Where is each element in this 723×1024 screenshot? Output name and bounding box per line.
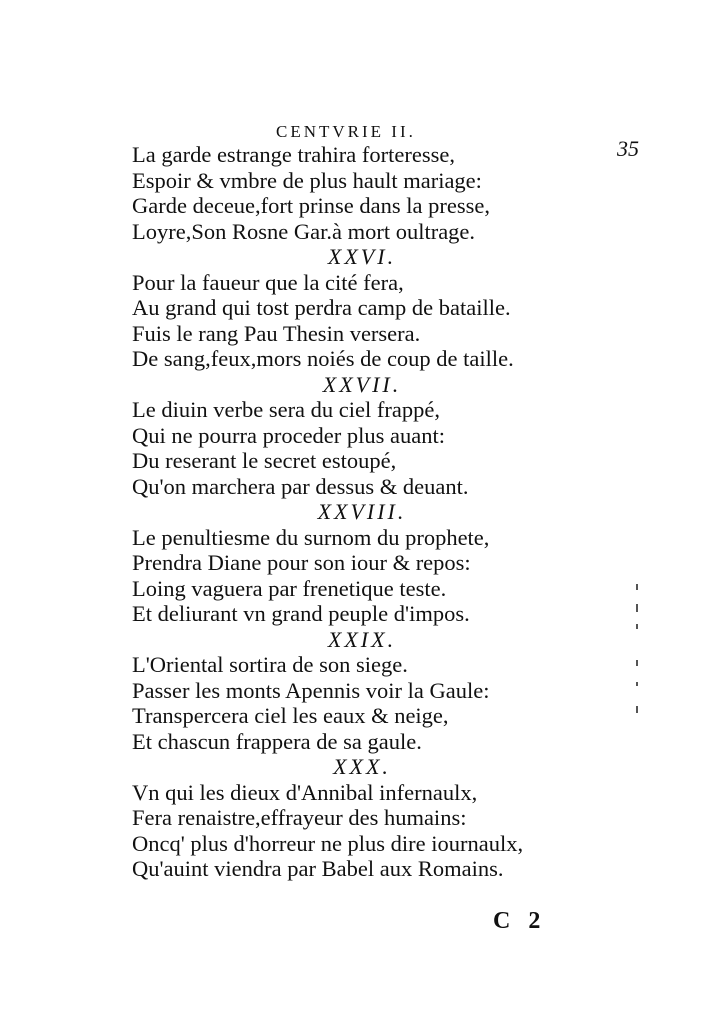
verse-line: Du reserant le secret estoupé,	[132, 448, 397, 473]
verse-line: Passer les monts Apennis voir la Gaule:	[132, 677, 490, 703]
margin-speck	[636, 624, 638, 629]
verse-line: Vn qui les dieux d'Annibal infernaulx,	[132, 779, 478, 805]
verse-line: Fera renaistre,effrayeur des humains:	[132, 805, 467, 830]
verse-line: Qui ne pourra proceder plus auant:	[132, 422, 446, 448]
quatrain-numeral: XXX.	[333, 754, 391, 779]
verse-line: Espoir & vmbre de plus hault mariage:	[132, 167, 482, 193]
running-head: CENTVRIE II.	[276, 122, 416, 141]
verse-line: Loing vaguera par frenetique teste.	[132, 575, 447, 601]
verse-line: La garde estrange trahira forteresse,	[132, 142, 455, 167]
quatrain-numeral: XXVII.	[322, 371, 402, 397]
margin-speck	[636, 682, 638, 686]
quatrain-numeral: XXVI.	[327, 244, 397, 269]
verse-line: Oncq' plus d'horreur ne plus dire iournaulx,	[132, 830, 524, 856]
verse-line: Garde deceue,fort prinse dans la presse,	[132, 193, 490, 218]
signature-mark: C 2	[493, 908, 547, 934]
quatrain-numeral: XXVIII.	[317, 499, 407, 524]
verse-line: Qu'on marchera par dessus & deuant.	[132, 473, 469, 499]
quatrain-numeral: XXIX.	[327, 626, 397, 652]
verse-line: L'Oriental sortira de son siege.	[132, 652, 408, 677]
page-number: 35	[617, 136, 639, 161]
verse-line: Le penultiesme du surnom du prophete,	[132, 524, 490, 550]
verse-line: Loyre,Son Rosne Gar.à mort oultrage.	[132, 218, 476, 244]
verse-line: Pour la faueur que la cité fera,	[132, 269, 404, 295]
verse-line: Le diuin verbe sera du ciel frappé,	[132, 397, 440, 422]
margin-speck	[636, 584, 638, 590]
margin-speck	[636, 604, 638, 612]
verse-line: Et deliurant vn grand peuple d'impos.	[132, 601, 470, 626]
quatrain-text-block	[132, 142, 572, 882]
verse-line: De sang,feux,mors noiés de coup de taille.	[132, 346, 514, 371]
verse-line: Prendra Diane pour son iour & repos:	[132, 550, 471, 575]
verse-line: Qu'auint viendra par Babel aux Romains.	[132, 856, 504, 881]
verse-line: Transpercera ciel les eaux & neige,	[132, 703, 449, 728]
verse-line: Fuis le rang Pau Thesin versera.	[132, 320, 421, 346]
verse-line: Au grand qui tost perdra camp de bataille.	[132, 295, 511, 320]
margin-speck	[636, 660, 638, 666]
margin-speck	[636, 706, 638, 713]
verse-line: Et chascun frappera de sa gaule.	[132, 728, 422, 754]
